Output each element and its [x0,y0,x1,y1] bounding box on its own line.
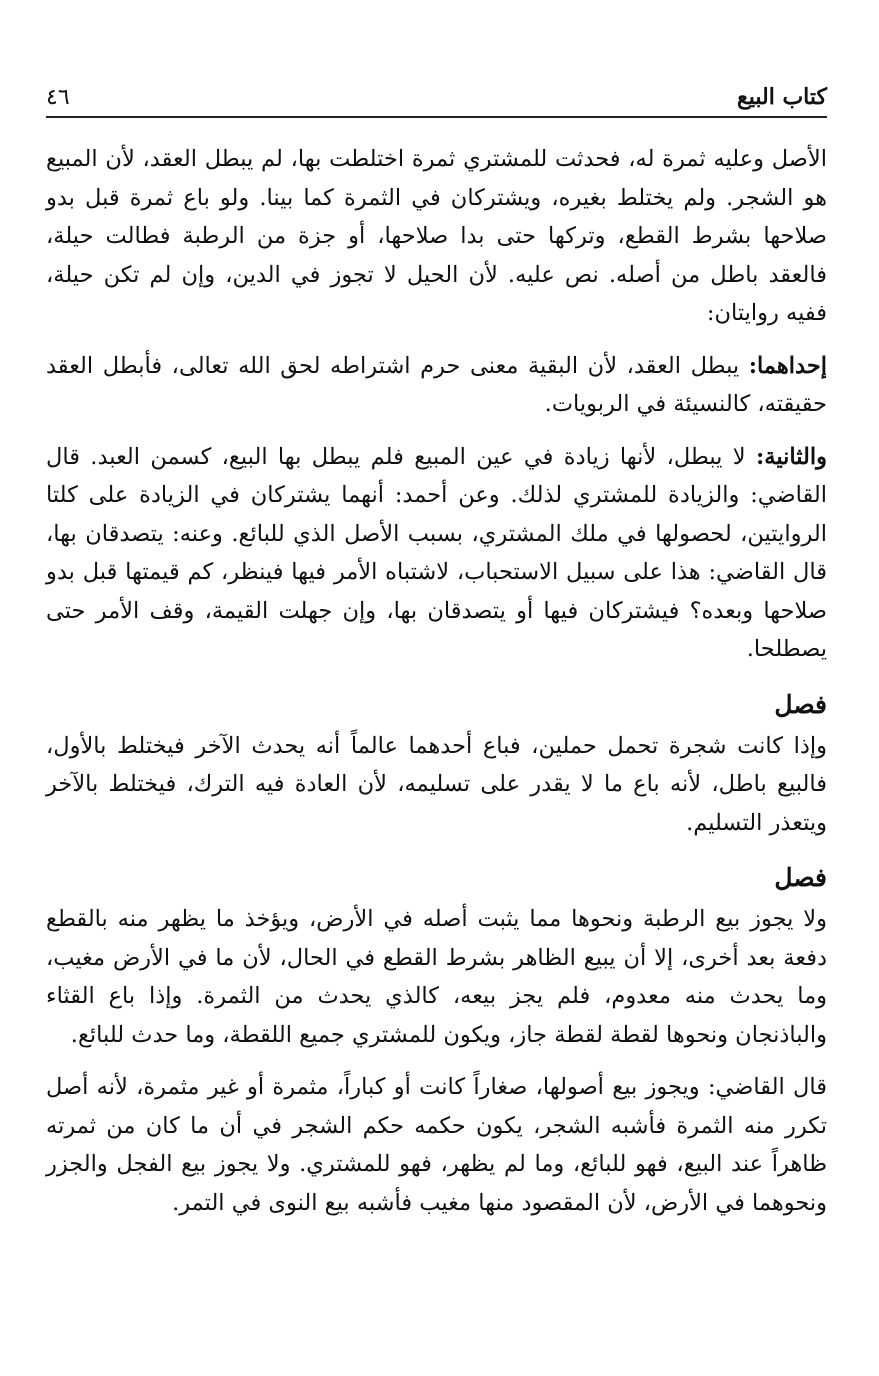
paragraph-3-text: لا يبطل، لأنها زيادة في عين المبيع فلم يبطل بها البيع، كسمن العبد. قال القاضي: والزيادة للمشتري لذلك. وعن أحمد: أنهما يشتركان في الزيادة على كلتا الروايتين، لحصولها في ملك المشتري، بسبب الأصل الذي للبائع. وعنه: يتصدقان بها، قال القاضي: هذا على سبيل الاستحباب، لاشتباه الأمر فيها فينظر، كم قيمتها قبل بدو صلاحها وبعده؟ فيشتركان فيها أو يتصدقان بها، وإن جهلت القيمة، وقف الأمر حتى يصطلحا. [46,443,827,662]
paragraph-1: الأصل وعليه ثمرة له، فحدثت للمشتري ثمرة اختلطت بها، لم يبطل العقد، لأن المبيع هو الشجر. ولم يختلط بغيره، ويشتركان في الثمرة كما بينا. ولو باع ثمرة قبل بدو صلاحها بشرط القطع، وتركها حتى بدا صلاحها، أو جزة من الرطبة فطالت حيلة، فالعقد باطل من أصله. نص عليه. لأن الحيل لا تجوز في الدين، وإن لم تكن حيلة، ففيه روايتان: [46,146,827,326]
paragraph-4: وإذا كانت شجرة تحمل حملين، فباع أحدهما عالماً أنه يحدث الآخر فيختلط بالأول، فالبيع باطل، لأنه باع ما لا يقدر على تسليمه، لأن العادة فيه الترك، فيختلط بالآخر ويتعذر التسليم. [46,732,827,836]
section-heading-1: فصل [774,689,827,719]
page-body [46,140,827,1222]
paragraph-2 [46,347,827,424]
paragraph-3 [46,438,827,669]
page-number: ٤٦ [46,85,70,110]
paragraph-2-lead: إحداهما: [748,352,827,379]
page-header [46,78,827,118]
paragraph-5: ولا يجوز بيع الرطبة ونحوها مما يثبت أصله في الأرض، ويؤخذ ما يظهر منه بالقطع دفعة بعد أخرى، إلا أن يبيع الظاهر بشرط القطع في الحال، لأن ما في الأرض مغيب، وما يحدث منه معدوم، فلم يجز بيعه، كالذي يحدث من الثمرة. وإذا باع القثاء والباذنجان ونحوها لقطة لقطة جاز، ويكون للمشتري جميع اللقطة، وما حدث للبائع. [46,906,827,1048]
paragraph-2-text: يبطل العقد، لأن البقية معنى حرم اشتراطه لحق الله تعالى، فأبطل العقد حقيقته، كالنسيئة في الربويات. [46,352,827,417]
paragraph-3-lead: والثانية: [755,443,827,470]
section-heading-2: فصل [774,863,827,892]
paragraph-6: قال القاضي: ويجوز بيع أصولها، صغاراً كانت أو كباراً، مثمرة أو غير مثمرة، لأنه أصل تكرر منه الثمرة فأشبه الشجر، يكون حكمه حكم الشجر في أن ما كان من ثمرته ظاهراً عند البيع، فهو للبائع، وما لم يظهر، فهو للمشتري. ولا يجوز بيع الفجل والجزر ونحوهما في الأرض، لأن المقصود منها مغيب فأشبه بيع النوى في التمر. [46,1074,827,1216]
running-title: كتاب البيع [737,84,827,110]
